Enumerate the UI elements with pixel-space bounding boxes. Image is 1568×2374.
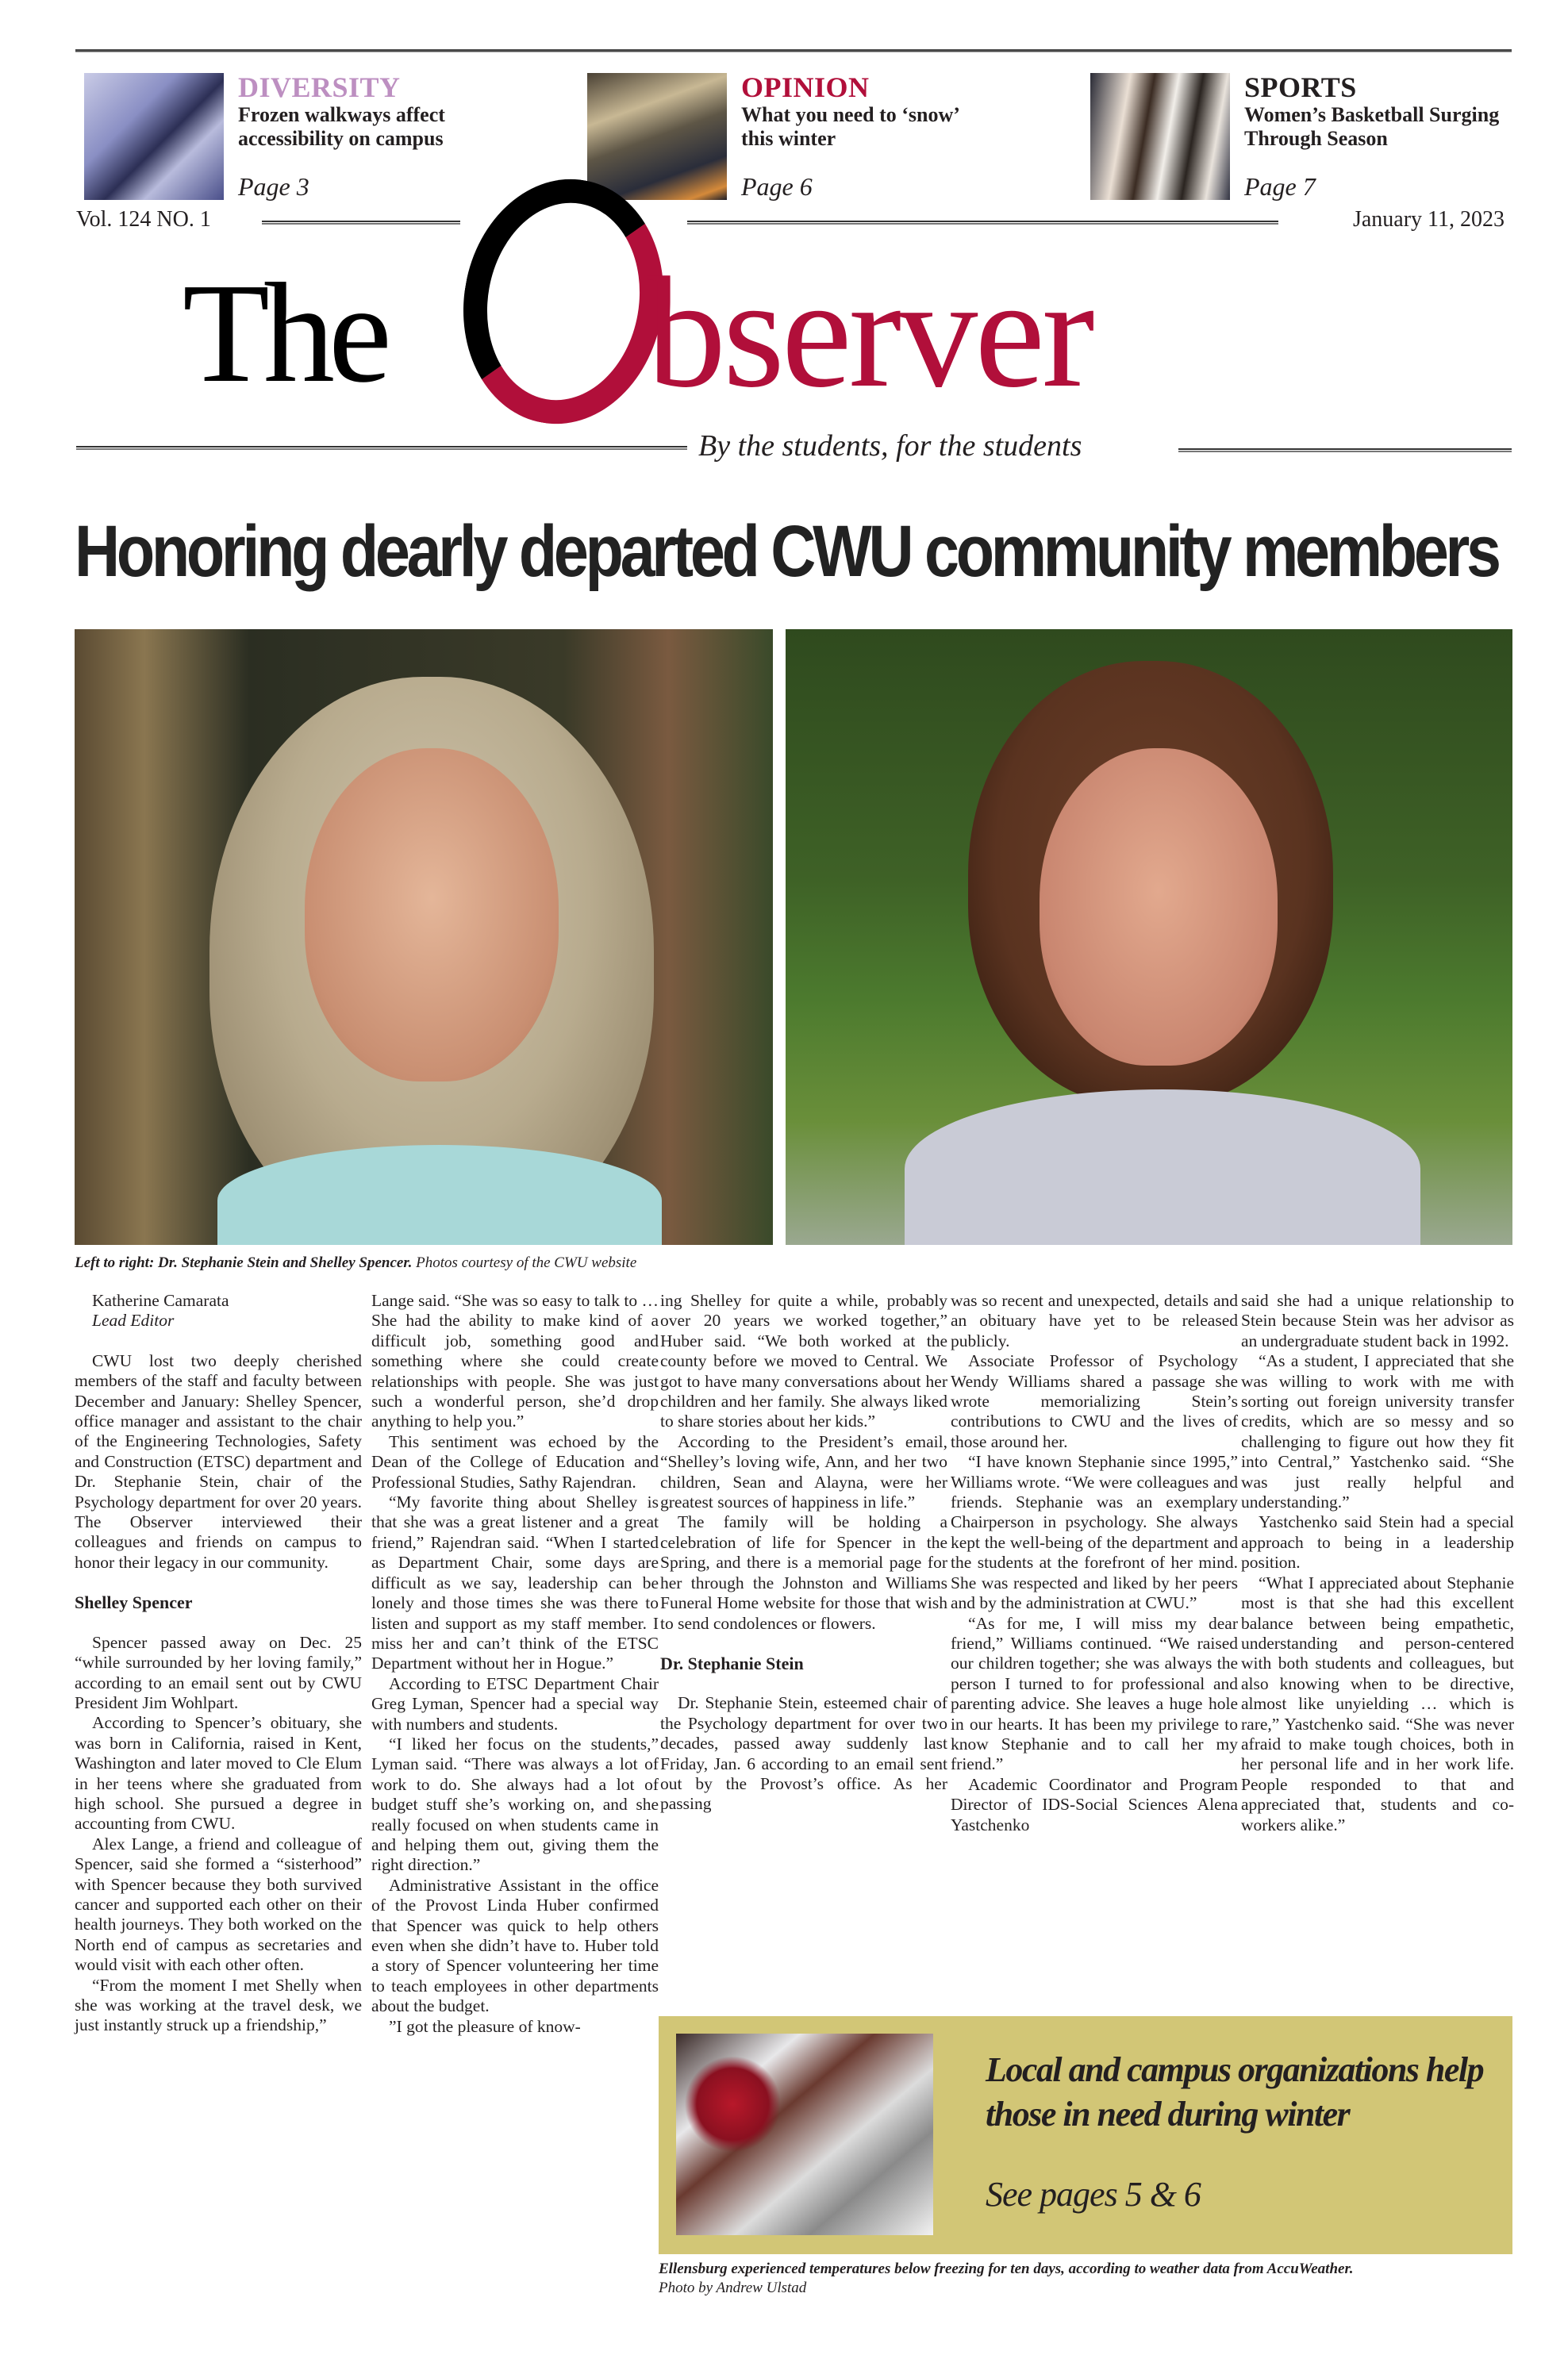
article-column-1 bbox=[75, 1291, 362, 2036]
photo-caption bbox=[75, 1254, 636, 1273]
paragraph: “As a student, I appreciated that she was willing to work with me with sorting out foreign university transfer credits, which are so messy and so challenging to figure out how they fit into Central,” Yastchenko said. “She was just really helpful and understanding.” bbox=[1241, 1351, 1514, 1512]
winter-promo-box[interactable] bbox=[659, 2016, 1512, 2254]
promo-caption-text: Ellensburg experienced temperatures below freezing for ten days, according to weather data from AccuWeather. bbox=[659, 2261, 1354, 2277]
paragraph: According to Spencer’s obituary, she was born in California, raised in Kent, Washington and later moved to Cle Elum in her teens where she graduated from high school. She pursued a degree in accounting from CWU. bbox=[75, 1713, 362, 1834]
paragraph: “My favorite thing about Shelley is that she was a great listener and a great friend,” Rajendran said. “When I started as Department Chair, some days are difficult as we say, leadership can be lonely and those times she was there to listen and support as my staff member. I miss her and can’t think of the ETSC Department without her in Hogue.” bbox=[371, 1492, 659, 1673]
byline-role: Lead Editor bbox=[92, 1311, 175, 1331]
paragraph: Yastchenko said Stein had a special approach to being in a leadership position. bbox=[1241, 1512, 1514, 1573]
teaser-sports[interactable] bbox=[1090, 73, 1514, 200]
paragraph: “I have known Stephanie since 1995,” Williams wrote. “We were colleagues and friends. Stephanie was an exemplary Chairperson in psychology. She always kept the well-being of the department and the students at the forefront of her mind. She was respected and liked by her peers and by the administration at CWU.” bbox=[951, 1452, 1238, 1613]
subhead-shelley-spencer: Shelley Spencer bbox=[75, 1592, 193, 1613]
divider bbox=[1178, 448, 1512, 452]
paragraph: was so recent and unexpected, details and an obituary have yet to be released publicly. bbox=[951, 1291, 1238, 1350]
paragraph: said she had a unique relationship to Stein because Stein was her advisor as an undergraduate student back in 1992. bbox=[1241, 1291, 1514, 1350]
teaser-page-ref: Page 3 bbox=[238, 172, 309, 201]
paragraph: “What I appreciated about Stephanie most is that she had this excellent balance between being empathetic, understanding and person-centered with both students and colleagues, but also knowing when to be directive, almost like unyielding … which is rare,” Yastchenko said. “She was never afraid to make tough choices, both in her personal life and in her work life. People responded to that and appreciated that, students and co-workers alike.” bbox=[1241, 1573, 1514, 1834]
promo-title[interactable]: Local and campus organizations help those in need during winter bbox=[986, 2050, 1484, 2134]
teaser-page-ref: Page 7 bbox=[1244, 172, 1316, 201]
paragraph: The family will be holding a celebration of life for Spencer in the Spring, and there is a memorial page for her through the Johnston and Williams Funeral Home website for those that wish to send condolences or flowers. bbox=[660, 1512, 947, 1633]
basketball-team-image bbox=[1090, 73, 1230, 200]
paragraph: ing Shelley for quite a while, probably over 20 years we worked together,” Huber said. “We both worked at the county before we moved to Central. We got to have many conversations about her children and her family. She always liked to share stories about her kids.” bbox=[660, 1291, 947, 1431]
photo-stephanie-stein bbox=[75, 629, 773, 1245]
paragraph: Associate Professor of Psychology Wendy Williams shared a passage she wrote memorializing Stein’s contributions to CWU and the lives of those around her. bbox=[951, 1351, 1238, 1451]
teaser-page-ref: Page 6 bbox=[741, 172, 813, 201]
photo-shelley-spencer bbox=[786, 629, 1512, 1245]
caption-credit: Photos courtesy of the CWU website bbox=[416, 1254, 637, 1271]
article-column-3 bbox=[660, 1291, 947, 1815]
teaser-headline[interactable]: Women’s Basketball Surging Through Season bbox=[1244, 103, 1500, 150]
paragraph: CWU lost two deeply cherished members of the staff and faculty between December and January: Shelley Spencer, office manager and assistant to the chair of the Engineering Technologies, Safety and Construction (ETSC) department and Dr. Stephanie Stein, chair of the Psychology department for over 20 years. The Observer interviewed their colleagues and friends on campus to honor their legacy in our community. bbox=[75, 1350, 362, 1572]
promo-page-ref: See pages 5 & 6 bbox=[986, 2175, 1201, 2214]
snow-car-image bbox=[587, 73, 727, 200]
paragraph: Spencer passed away on Dec. 25 “while surrounded by her loving family,” according to an email sent out by CWU President Jim Wohlpart. bbox=[75, 1632, 362, 1712]
byline-author: Katherine Camarata bbox=[92, 1291, 229, 1310]
promo-caption bbox=[659, 2260, 1354, 2298]
tagline: By the students, for the students bbox=[698, 429, 1082, 463]
paragraph: Lange said. “She was so easy to talk to … She had the ability to make kind of a difficult job, something good and something where she could create relationships with people. She was just such a wonderful person, she’d drop anything to help you.” bbox=[371, 1291, 659, 1431]
teaser-headline[interactable]: Frozen walkways affect accessibility on campus bbox=[238, 103, 445, 150]
logo-bserver: bserver bbox=[647, 245, 1092, 421]
paragraph: This sentiment was echoed by the Dean of the College of Education and Professional Studies, Sathy Rajendran. bbox=[371, 1431, 659, 1492]
paragraph: Alex Lange, a friend and colleague of Spencer, said she formed a “sisterhood” with Spencer because they both survived cancer and supported each other on their health journeys. They both worked on the North end of campus as secretaries and would visit with each other often. bbox=[75, 1834, 362, 1975]
frosted-berries-photo bbox=[676, 2034, 933, 2235]
teaser-diversity[interactable] bbox=[84, 73, 508, 200]
paragraph: ”I got the pleasure of know- bbox=[389, 2016, 581, 2036]
issue-date: January 11, 2023 bbox=[1352, 207, 1505, 232]
newspaper-logo bbox=[183, 190, 1397, 436]
teaser-headline[interactable]: What you need to ‘snow’ this winter bbox=[741, 103, 959, 150]
main-headline: Honoring dearly departed CWU community members bbox=[75, 511, 1498, 592]
teaser-section-label: SPORTS bbox=[1244, 71, 1357, 103]
logo-the: The bbox=[183, 254, 386, 412]
divider bbox=[76, 446, 687, 450]
paragraph: Administrative Assistant in the office of the Provost Linda Huber confirmed that Spencer was quick to help others even when she didn’t have to. Huber told a story of Spencer volunteering her time to teach employees in other departments about the budget. bbox=[371, 1875, 659, 2016]
teaser-section-label: DIVERSITY bbox=[238, 71, 401, 103]
article-column-5 bbox=[1241, 1291, 1514, 1835]
wheelchair-illustration-image bbox=[84, 73, 224, 200]
caption-main: Left to right: Dr. Stephanie Stein and Shelley Spencer. bbox=[75, 1254, 413, 1271]
volume-number: Vol. 124 NO. 1 bbox=[76, 207, 211, 232]
paragraph: “I liked her focus on the students,” Lyman said. “There was always a lot of work to do. She always had a lot of budget stuff she’s working on, and she really focused on when students came in and helping them out, giving them the right direction.” bbox=[371, 1734, 659, 1875]
promo-photo-credit: Photo by Andrew Ulstad bbox=[659, 2280, 807, 2296]
paragraph: According to the President’s email, “Shelley’s loving wife, Ann, and her two children, Sean and Alayna, were her greatest sources of happiness in life.” bbox=[660, 1431, 947, 1512]
paragraph: “As for me, I will miss my dear friend,” Williams continued. “We raised our children together; she was always the person I turned to for professional and parenting advice. She leaves a huge hole in our hearts. It has been my privilege to know Stephanie and to call her my friend.” bbox=[951, 1613, 1238, 1774]
top-rule bbox=[75, 49, 1512, 52]
paragraph: Academic Coordinator and Program Director of IDS-Social Sciences Alena Yastchenko bbox=[951, 1774, 1238, 1834]
paragraph: Dr. Stephanie Stein, esteemed chair of the Psychology department for over two decades, passed away suddenly last Friday, Jan. 6 according to an email sent out by the Provost’s office. As her passing bbox=[660, 1693, 947, 1814]
teaser-section-label: OPINION bbox=[741, 71, 870, 103]
paragraph: “From the moment I met Shelly when she was working at the travel desk, we just instantly struck up a friendship,” bbox=[75, 1975, 362, 2035]
article-column-2 bbox=[371, 1291, 659, 2037]
paragraph: According to ETSC Department Chair Greg Lyman, Spencer had a special way with numbers and students. bbox=[371, 1673, 659, 1734]
subhead-stephanie-stein: Dr. Stephanie Stein bbox=[660, 1653, 804, 1673]
article-column-4 bbox=[951, 1291, 1238, 1835]
teaser-opinion[interactable] bbox=[587, 73, 995, 200]
